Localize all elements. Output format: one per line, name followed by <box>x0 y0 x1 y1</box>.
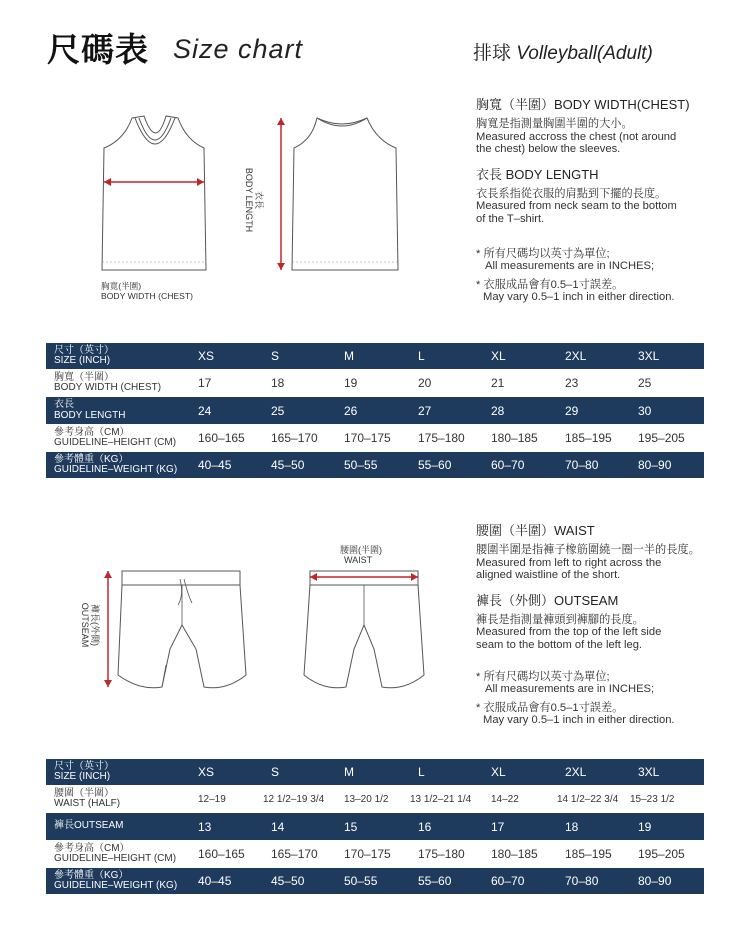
cell: 60–70 <box>483 452 557 478</box>
waist-desc-en2: aligned waistline of the short. <box>476 569 621 581</box>
jersey-description <box>476 98 690 225</box>
shorts-back-illustration <box>300 565 430 695</box>
cell: 17 <box>483 813 557 840</box>
table-row <box>46 813 704 840</box>
cell: 45–50 <box>263 452 336 478</box>
shorts-description <box>476 524 700 651</box>
cell: 175–180 <box>410 840 483 868</box>
cell: 14 1/2–22 3/4 <box>557 785 630 813</box>
waist-diagram-label <box>340 545 382 565</box>
cell: 12 1/2–19 3/4 <box>263 785 336 813</box>
table-header-row <box>46 759 704 785</box>
row-label: 參考體重（KG） GUIDELINE–WEIGHT (KG) <box>46 452 190 478</box>
cell: 45–50 <box>263 868 336 894</box>
size-xl: XL <box>483 343 557 369</box>
outseam-desc-en1: Measured from the top of the left side <box>476 626 662 638</box>
table-row <box>46 452 704 478</box>
title-english: Size chart <box>173 34 304 64</box>
chest-label-cn: 胸寬(半圍) <box>101 281 142 291</box>
cell: 15 <box>336 813 410 840</box>
length-desc-cn: 衣長系指從衣服的肩點到下擺的長度。 <box>476 187 667 200</box>
outseam-desc-en2: seam to the bottom of the left leg. <box>476 638 643 651</box>
chest-diagram-label <box>101 281 193 301</box>
jersey-front-illustration <box>90 110 220 275</box>
cell: 185–195 <box>557 424 630 452</box>
cell: 19 <box>630 813 704 840</box>
chest-desc-en2: the chest) below the sleeves. <box>476 143 621 155</box>
outseam-label-cn: 褲長(外側) <box>90 604 100 646</box>
size-2xl: 2XL <box>557 343 630 369</box>
length-label-en: BODY LENGTH <box>244 167 254 233</box>
cell: 170–175 <box>336 840 410 868</box>
cell: 70–80 <box>557 452 630 478</box>
cell: 80–90 <box>630 868 704 894</box>
note-variance-cn: * 衣服成品會有0.5–1寸誤差。 <box>476 279 624 291</box>
row-label: 胸寬（半圍） BODY WIDTH (CHEST) <box>46 369 190 397</box>
cell: 27 <box>410 397 483 424</box>
cell: 13 <box>190 813 263 840</box>
table-row <box>46 424 704 452</box>
note-inches-cn: * 所有尺碼均以英寸為單位; <box>476 671 610 683</box>
size-xs: XS <box>190 759 263 785</box>
cell: 13–20 1/2 <box>336 785 410 813</box>
cell: 26 <box>336 397 410 424</box>
size-xs: XS <box>190 343 263 369</box>
row-label: 衣長 BODY LENGTH <box>46 397 190 424</box>
outseam-heading: 褲長（外側）OUTSEAM <box>476 592 619 608</box>
table-row <box>46 397 704 424</box>
cell: 165–170 <box>263 840 336 868</box>
cell: 25 <box>263 397 336 424</box>
length-diagram-label <box>244 145 264 255</box>
cell: 55–60 <box>410 452 483 478</box>
cell: 160–165 <box>190 840 263 868</box>
cell: 70–80 <box>557 868 630 894</box>
cell: 60–70 <box>483 868 557 894</box>
sport-title <box>473 38 653 65</box>
row-label: 參考身高（CM） GUIDELINE–HEIGHT (CM) <box>46 840 190 868</box>
sport-title-cn: 排球 <box>473 43 512 64</box>
cell: 21 <box>483 369 557 397</box>
header-label: 尺寸（英寸） SIZE (INCH) <box>46 343 190 369</box>
length-desc-en1: Measured from neck seam to the bottom <box>476 200 677 212</box>
cell: 80–90 <box>630 452 704 478</box>
size-l: L <box>410 343 483 369</box>
cell: 17 <box>190 369 263 397</box>
note-inches-en: All measurements are in INCHES; <box>485 260 655 272</box>
cell: 28 <box>483 397 557 424</box>
cell: 40–45 <box>190 452 263 478</box>
waist-desc-en1: Measured from left to right across the <box>476 556 662 569</box>
cell: 23 <box>557 369 630 397</box>
table-row <box>46 369 704 397</box>
table-header-row <box>46 343 704 369</box>
waist-heading: 腰圍（半圍）WAIST <box>476 523 595 538</box>
cell: 12–19 <box>190 785 263 813</box>
size-3xl: 3XL <box>630 343 704 369</box>
note-variance-cn: * 衣服成品會有0.5–1寸誤差。 <box>476 702 624 714</box>
cell: 24 <box>190 397 263 424</box>
table-row <box>46 868 704 894</box>
cell: 13 1/2–21 1/4 <box>410 785 483 813</box>
chest-label-en: BODY WIDTH (CHEST) <box>101 291 193 301</box>
cell: 14 <box>263 813 336 840</box>
cell: 180–185 <box>483 840 557 868</box>
chest-desc-en1: Measured accross the chest (not around <box>476 130 677 143</box>
size-m: M <box>336 759 410 785</box>
outseam-diagram-label <box>80 575 100 675</box>
size-3xl: 3XL <box>630 759 704 785</box>
length-desc-en2: of the T–shirt. <box>476 212 545 225</box>
length-measure-arrow <box>277 118 285 270</box>
header-label: 尺寸（英寸） SIZE (INCH) <box>46 759 190 785</box>
sport-title-en: Volleyball(Adult) <box>516 43 653 64</box>
table-row <box>46 840 704 868</box>
shorts-size-table <box>46 759 704 894</box>
length-label-cn: 衣長 <box>254 190 264 209</box>
cell: 160–165 <box>190 424 263 452</box>
jersey-notes <box>476 248 675 303</box>
size-2xl: 2XL <box>557 759 630 785</box>
row-label: 參考體重（KG） GUIDELINE–WEIGHT (KG) <box>46 868 190 894</box>
chest-desc-cn: 胸寬是指測量胸圍半圍的大小。 <box>476 118 633 130</box>
cell: 15–23 1/2 <box>630 785 704 813</box>
cell: 175–180 <box>410 424 483 452</box>
size-s: S <box>263 343 336 369</box>
cell: 170–175 <box>336 424 410 452</box>
cell: 16 <box>410 813 483 840</box>
note-inches-en: All measurements are in INCHES; <box>485 683 655 695</box>
size-m: M <box>336 343 410 369</box>
cell: 55–60 <box>410 868 483 894</box>
outseam-measure-arrow <box>104 571 112 687</box>
table-row <box>46 785 704 813</box>
note-variance-en: May vary 0.5–1 inch in either direction. <box>483 291 675 303</box>
cell: 20 <box>410 369 483 397</box>
cell: 195–205 <box>630 840 704 868</box>
cell: 165–170 <box>263 424 336 452</box>
waist-label-cn: 腰圍(半圍) <box>340 545 382 555</box>
shorts-notes <box>476 671 675 726</box>
size-s: S <box>263 759 336 785</box>
row-label: 腰圍（半圍） WAIST (HALF) <box>46 785 190 813</box>
title-chinese: 尺碼表 <box>47 30 149 69</box>
length-heading: 衣長 BODY LENGTH <box>476 166 599 182</box>
row-label: 參考身高（CM） GUIDELINE–HEIGHT (CM) <box>46 424 190 452</box>
row-label: 褲長OUTSEAM <box>46 813 190 840</box>
outseam-desc-cn: 褲長是指測量褲頭到褲腳的長度。 <box>476 613 644 626</box>
cell: 185–195 <box>557 840 630 868</box>
waist-label-en: WAIST <box>344 555 373 565</box>
cell: 25 <box>630 369 704 397</box>
cell: 18 <box>557 813 630 840</box>
chest-heading: 胸寬（半圍）BODY WIDTH(CHEST) <box>476 97 690 112</box>
cell: 40–45 <box>190 868 263 894</box>
cell: 30 <box>630 397 704 424</box>
cell: 18 <box>263 369 336 397</box>
cell: 195–205 <box>630 424 704 452</box>
cell: 29 <box>557 397 630 424</box>
shorts-front-illustration <box>100 565 250 695</box>
outseam-label-en: OUTSEAM <box>80 602 90 648</box>
jersey-size-table <box>46 343 704 478</box>
cell: 50–55 <box>336 868 410 894</box>
jersey-back-illustration <box>272 110 412 275</box>
cell: 50–55 <box>336 452 410 478</box>
cell: 19 <box>336 369 410 397</box>
cell: 180–185 <box>483 424 557 452</box>
cell: 14–22 <box>483 785 557 813</box>
size-l: L <box>410 759 483 785</box>
size-xl: XL <box>483 759 557 785</box>
waist-desc-cn: 腰圍半圍是指褲子橡筋圍繞一圈一半的長度。 <box>476 544 700 556</box>
note-inches-cn: * 所有尺碼均以英寸為單位; <box>476 248 610 260</box>
note-variance-en: May vary 0.5–1 inch in either direction. <box>483 714 675 726</box>
